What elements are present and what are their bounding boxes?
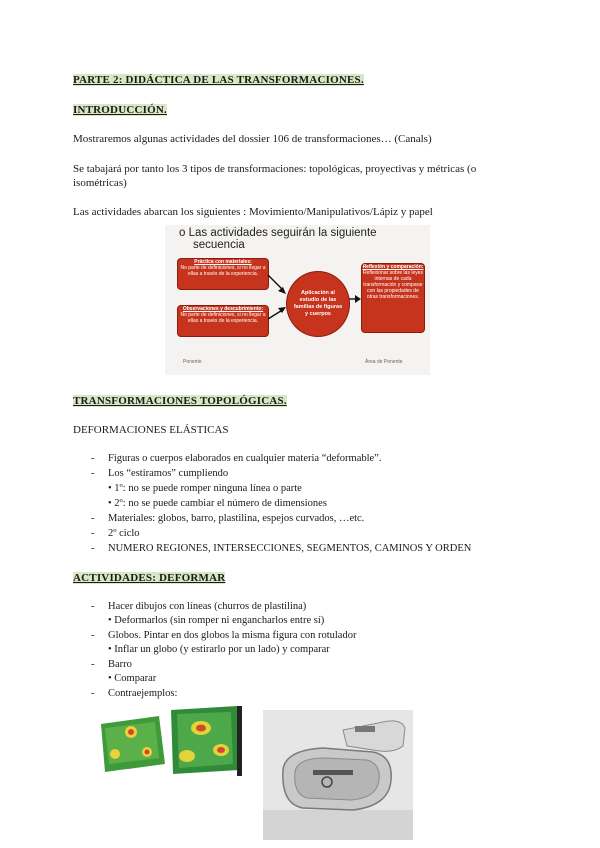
counterexample-illustration bbox=[263, 710, 413, 840]
intro-paragraph-2-line-2: isométricas) bbox=[73, 177, 127, 189]
counterexample-photo bbox=[263, 710, 413, 840]
box-observation-body: No parte de definiciones, si no llegar a ellas a través de la experiencia. bbox=[180, 312, 266, 324]
list-dash: - bbox=[91, 601, 95, 612]
list-text: Figuras o cuerpos elaborados en cualquier materia “deformable”. bbox=[108, 453, 382, 464]
intro-paragraph-3: Las actividades abarcan los siguientes : Movimiento/Manipulativos/Lápiz y papel bbox=[73, 206, 433, 218]
box-reflection-head: Reflexión y comparación: bbox=[362, 264, 424, 270]
list-text: Hacer dibujos con líneas (churros de plastilina) bbox=[108, 601, 307, 612]
list-text: • 1º: no se puede romper ninguna línea o parte bbox=[108, 483, 302, 494]
list-text: Barro bbox=[108, 659, 132, 670]
list-dash: - bbox=[91, 528, 95, 539]
list-dash: - bbox=[91, 453, 95, 464]
topology-heading: TRANSFORMACIONES TOPOLÓGICAS. bbox=[73, 395, 287, 407]
list-text: • Comparar bbox=[108, 673, 157, 684]
balloons-illustration bbox=[97, 706, 242, 776]
sequence-diagram bbox=[165, 225, 430, 375]
list-dash: - bbox=[91, 659, 95, 670]
diagram-title-line-1: o Las actividades seguirán la siguiente bbox=[179, 227, 377, 239]
box-reflection-body: Reflexionar sobre las leyes internas de cada transformación y comparar con las propiedades de otras transformaciones. bbox=[362, 270, 424, 300]
oval-application bbox=[286, 271, 350, 337]
activities-heading: ACTIVIDADES: DEFORMAR bbox=[73, 572, 226, 584]
list-dash: - bbox=[91, 688, 95, 699]
oval-application-text: Aplicación al estudio de las familias de figuras y cuerpos bbox=[293, 290, 343, 317]
list-text: Contraejemplos: bbox=[108, 688, 178, 699]
list-dash: - bbox=[91, 468, 95, 479]
list-text: • Inflar un globo (y estirarlo por un lado) y comparar bbox=[108, 644, 330, 655]
box-reflection bbox=[361, 263, 425, 333]
list-text: • 2º: no se puede cambiar el número de dimensiones bbox=[108, 498, 327, 509]
list-text: Los “estiramos” cumpliendo bbox=[108, 468, 229, 479]
box-observation-head: Observaciones y descubrimiento: bbox=[182, 306, 264, 312]
intro-paragraph-2-line-1: Se tabajará por tanto los 3 tipos de transformaciones: topológicas, proyectivas y métricas (o bbox=[73, 163, 477, 175]
box-practice-body: No parte de definiciones, si no llegar a ellas a través de la experiencia. bbox=[180, 265, 266, 277]
list-text: Globos. Pintar en dos globos la misma figura con rotulador bbox=[108, 630, 357, 641]
list-dash: - bbox=[91, 543, 95, 554]
main-heading: PARTE 2: DIDÁCTICA DE LAS TRANSFORMACIONES. bbox=[73, 74, 364, 86]
box-practice-head: Práctica con materiales: bbox=[194, 259, 252, 265]
list-dash: - bbox=[91, 630, 95, 641]
list-text: 2º ciclo bbox=[108, 528, 140, 539]
list-text: • Deformarlos (sin romper ni engancharlos entre sí) bbox=[108, 615, 325, 626]
intro-heading: INTRODUCCIÓN. bbox=[73, 104, 167, 116]
list-text: NUMERO REGIONES, INTERSECCIONES, SEGMENTOS, CAMINOS Y ORDEN bbox=[108, 543, 472, 554]
deformations-title: DEFORMACIONES ELÁSTICAS bbox=[73, 424, 229, 436]
diagram-footer-right: Área de Ponente bbox=[365, 359, 403, 365]
intro-paragraph-1: Mostraremos algunas actividades del dossier 106 de transformaciones… (Canals) bbox=[73, 133, 432, 145]
balloons-photo bbox=[97, 706, 242, 776]
list-text: Materiales: globos, barro, plastilina, espejos curvados, …etc. bbox=[108, 513, 365, 524]
diagram-footer-left: Ponente bbox=[183, 359, 202, 365]
diagram-title-line-2: secuencia bbox=[193, 239, 245, 251]
list-dash: - bbox=[91, 513, 95, 524]
